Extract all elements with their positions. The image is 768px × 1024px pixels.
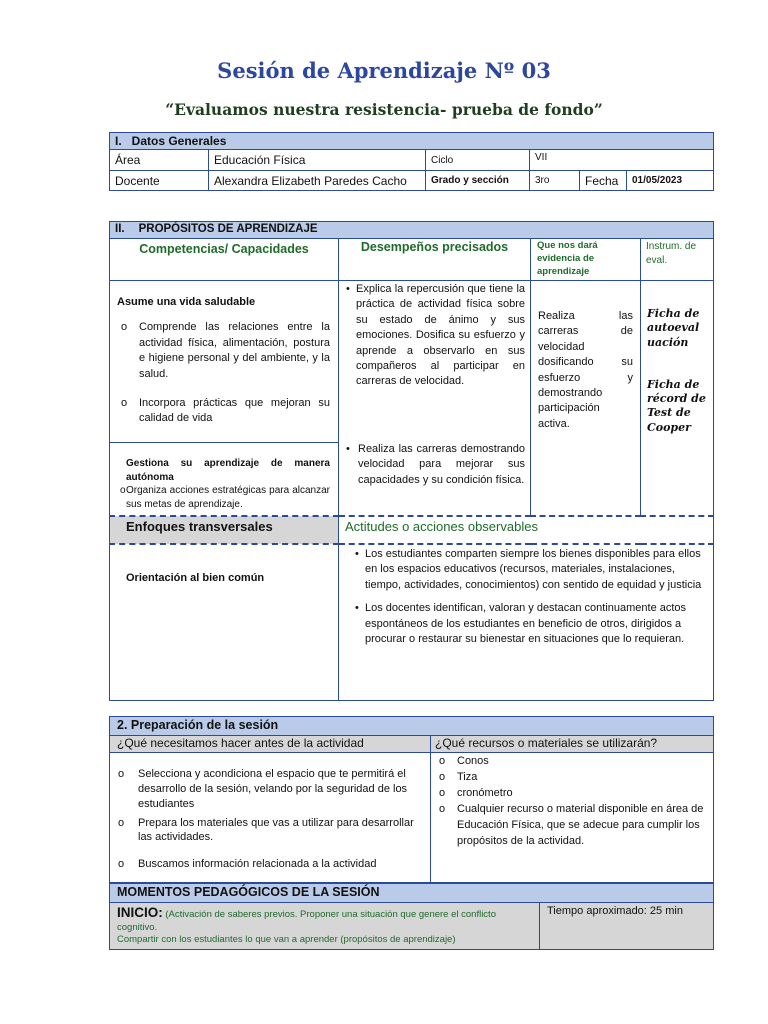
preparacion-header: 2. Preparación de la sesión: [110, 717, 714, 736]
actitudes-cell: [339, 544, 714, 700]
recurso-item: o Conos: [435, 754, 707, 770]
antes-item: o Selecciona y acondiciona el espacio que te permitirá el desarrollo de la sesión, velando por la seguridad de los estudiantes: [114, 767, 424, 812]
grado-value: 3ro: [530, 171, 580, 191]
competencia-1-title: Asume una vida saludable: [117, 296, 256, 308]
inicio-cell: [110, 903, 540, 950]
antes-item: o Prepara los materiales que vas a utilizar para desarrollar las actividades.: [114, 816, 424, 846]
desempeno-1: • Explica la repercusión que tiene la práctica de actividad física sobre su estado de ánimo y sus emociones. Dosifica su esfuerzo y aprende a observarlo en sus compañeros al participar en carreras de velocidad.: [344, 282, 525, 390]
instrum-cell: [641, 281, 714, 517]
preparacion-table: [109, 716, 714, 883]
evidencia-cell: Realiza las carreras de velocidad dosificando su esfuerzo y demostrando participación activa.: [531, 281, 641, 517]
col-instrum: Instrum. de eval.: [641, 239, 714, 281]
page-title: Sesión de Aprendizaje Nº 03: [217, 58, 551, 83]
desempeno-2: • Realiza las carreras demostrando velocidad para mejorar sus capacidades y su condición física.: [344, 442, 525, 488]
col-competencias: Competencias/ Capacidades: [110, 239, 339, 281]
recurso-item: o Cualquier recurso o material disponible en área de Educación Física, que se adecue para cumplir los propósitos de la actividad.: [435, 802, 707, 850]
instrum-1: Ficha de autoevaluación: [647, 307, 700, 349]
propositos-table: [109, 221, 714, 701]
col-desempenos: Desempeños precisados: [339, 239, 531, 281]
grado-label: Grado y sección: [426, 171, 530, 191]
tiempo-cell: Tiempo aproximado: 25 min: [540, 903, 714, 950]
ciclo-value: VII: [530, 150, 714, 171]
capacidad-item: o Organiza acciones estratégicas para alcanzar sus metas de aprendizaje.: [116, 484, 330, 511]
col-antes: ¿Qué necesitamos hacer antes de la actividad: [110, 736, 431, 753]
capacidad-item: o Incorpora prácticas que mejoran su calidad de vida: [117, 396, 330, 427]
col-evidencia: Que nos dará evidencia de aprendizaje: [531, 239, 641, 281]
competencia-2-title: Gestiona su aprendizaje de manera autónoma: [126, 458, 330, 483]
inicio-text: (Activación de saberes previos. Proponer una situación que genere el conflicto cognitivo.: [117, 909, 496, 933]
ciclo-label: Ciclo: [426, 150, 530, 171]
recurso-item: o Tiza: [435, 770, 707, 786]
competencia-2: [110, 443, 339, 517]
momentos-header: MOMENTOS PEDAGÓGICOS DE LA SESIÓN: [110, 884, 714, 903]
actitudes-label: Actitudes o acciones observables: [339, 516, 714, 544]
inicio-label: INICIO:: [117, 905, 163, 920]
actitud-item: • Los docentes identifican, valoran y destacan continuamente actos espontáneos de los estudiantes en beneficio de otros, dirigidos a procurar o restaurar su bienestar en situaciones que lo requieran.: [353, 601, 705, 647]
antes-cell: [110, 753, 431, 883]
recurso-item: o cronómetro: [435, 786, 707, 802]
docente-value: Alexandra Elizabeth Paredes Cacho: [209, 171, 426, 191]
momentos-table: [109, 883, 714, 950]
competencia-1: [110, 281, 339, 443]
fecha-value: 01/05/2023: [627, 171, 714, 191]
inicio-text-2: Compartir con los estudiantes lo que van a aprender (propósitos de aprendizaje): [117, 933, 456, 945]
actitud-item: • Los estudiantes comparten siempre los bienes disponibles para ellos en los espacios educativos (recursos, materiales, instalaciones, tiempo, actividades, conocimientos) con sentido de equidad y justicia: [353, 547, 705, 593]
fecha-label: Fecha: [580, 171, 627, 191]
page-subtitle: “Evaluamos nuestra resistencia- prueba de fondo”: [165, 100, 603, 119]
area-value: Educación Física: [209, 150, 426, 171]
antes-item: o Buscamos información relacionada a la actividad: [114, 857, 424, 872]
desempenos-cell: [339, 281, 531, 517]
docente-label: Docente: [110, 171, 209, 191]
datos-generales-header: I. Datos Generales: [110, 133, 714, 150]
datos-generales-table: [109, 132, 714, 191]
recursos-cell: [431, 753, 714, 883]
capacidad-item: o Comprende las relaciones entre la actividad física, alimentación, postura e higiene personal y del ambiente, y la salud.: [117, 320, 330, 382]
propositos-header: II. PROPÓSITOS DE APRENDIZAJE: [110, 222, 714, 239]
area-label: Área: [110, 150, 209, 171]
enfoques-label: Enfoques transversales: [110, 516, 339, 544]
instrum-2: Ficha de récord de Test de Cooper: [647, 377, 706, 434]
enfoque-value: Orientación al bien común: [110, 544, 339, 700]
col-recursos: ¿Qué recursos o materiales se utilizarán?: [431, 736, 714, 753]
